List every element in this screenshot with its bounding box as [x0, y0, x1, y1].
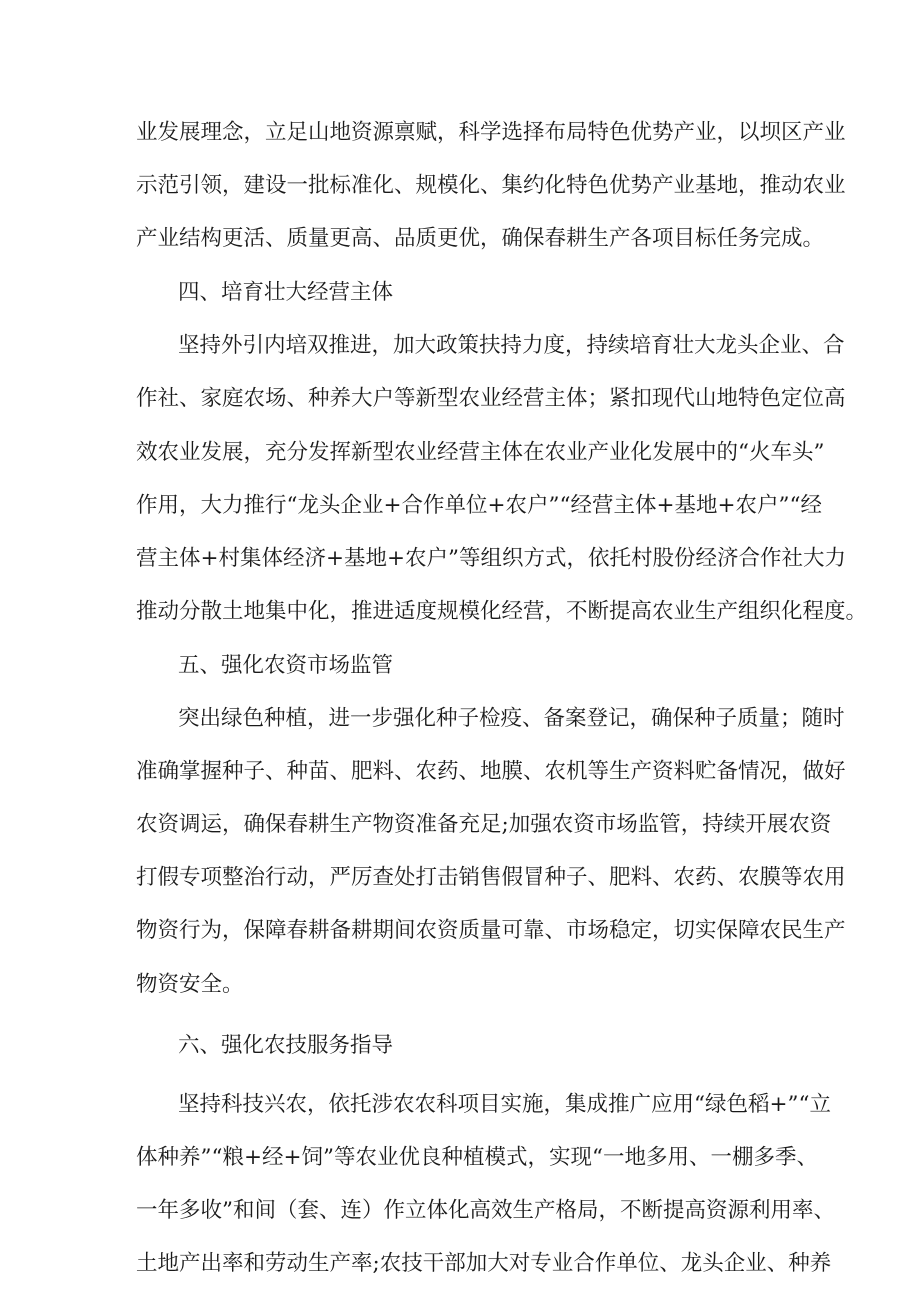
section4-line-5: 营主体+村集体经济+基地+农户”等组织方式，依托村股份经济合作社大力: [136, 546, 847, 571]
section4-line-3: 效农业发展，充分发挥新型农业经营主体在农业产业化发展中的“火车头”: [136, 440, 825, 465]
section4-line-1: 坚持外引内培双推进，加大政策扶持力度，持续培育壮大龙头企业、合: [178, 333, 845, 358]
section5-line-3: 农资调运，确保春耕生产物资准备充足;加强农资市场监管，持续开展农资: [136, 812, 832, 837]
section5-heading: 五、强化农资市场监管: [178, 653, 394, 678]
section4-line-2: 作社、家庭农场、种养大户等新型农业经营主体；紧扣现代山地特色定位高: [136, 386, 846, 411]
section5-line-6: 物资安全。: [136, 972, 244, 997]
section4-line-6: 推动分散土地集中化，推进适度规模化经营，不断提高农业生产组织化程度。: [136, 599, 868, 624]
section5-line-4: 打假专项整治行动，严厉查处打击销售假冒种子、肥料、农药、农膜等农用: [136, 865, 846, 890]
intro-line-3: 产业结构更活、质量更高、品质更优，确保春耕生产各项目标任务完成。: [136, 226, 825, 251]
section6-line-3: 一年多收”和间（套、连）作立体化高效生产格局，不断提高资源利用率、: [136, 1198, 835, 1223]
section5-line-2: 准确掌握种子、种苗、肥料、农药、地膜、农机等生产资料贮备情况，做好: [136, 759, 846, 784]
section4-line-4: 作用，大力推行“龙头企业+合作单位+农户”“经营主体+基地+农户”“经: [136, 493, 823, 518]
section6-line-1: 坚持科技兴农，依托涉农农科项目实施，集成推广应用“绿色稻+”“立: [178, 1092, 831, 1117]
intro-line-2: 示范引领，建设一批标准化、规模化、集约化特色优势产业基地，推动农业: [136, 173, 846, 198]
intro-line-1: 业发展理念，立足山地资源禀赋，科学选择布局特色优势产业，以坝区产业: [136, 120, 846, 145]
section4-heading: 四、培育壮大经营主体: [178, 280, 394, 305]
section5-line-5: 物资行为，保障春耕备耕期间农资质量可靠、市场稳定，切实保障农民生产: [136, 918, 846, 943]
section6-line-4: 土地产出率和劳动生产率;农技干部加大对专业合作单位、龙头企业、种养: [136, 1251, 832, 1276]
section5-line-1: 突出绿色种植，进一步强化种子检疫、备案登记，确保种子质量；随时: [178, 706, 845, 731]
section6-line-2: 体种养”“粮+经+饲”等农业优良种植模式，实现“一地多用、一棚多季、: [136, 1145, 818, 1170]
section6-heading: 六、强化农技服务指导: [178, 1033, 394, 1058]
